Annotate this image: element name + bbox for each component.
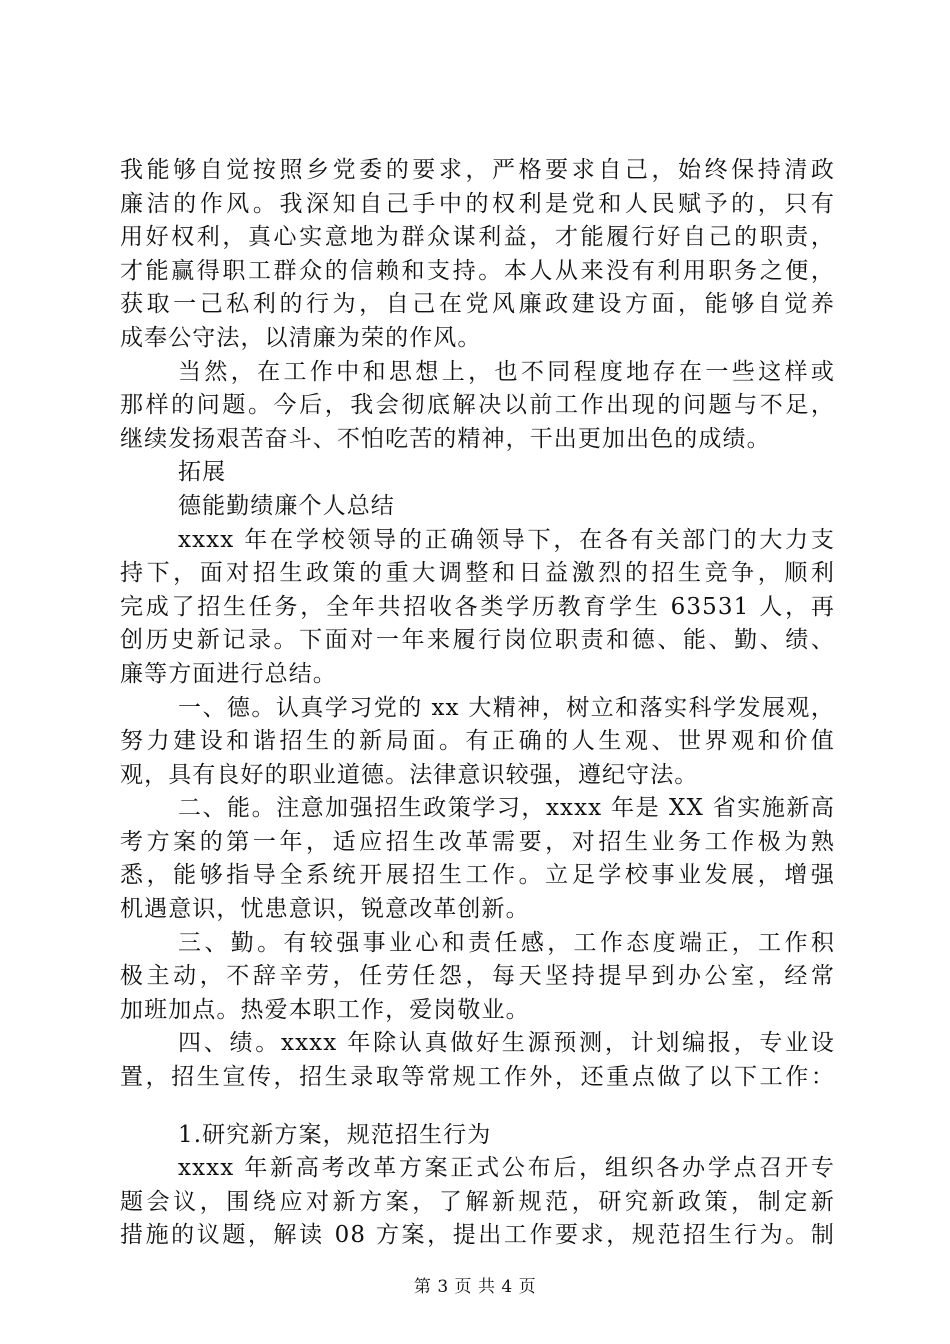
text-line: 观，具有良好的职业道德。法律意识较强，遵纪守法。 <box>120 761 699 788</box>
text-line: 完成了招生任务，全年共招收各类学历教育学生 63531 人，再 <box>120 593 835 620</box>
paragraph-start: 一、德。认真学习党的 xx 大精神，树立和落实科学发展观， <box>178 694 835 721</box>
text-line: 悉，能够指导全系统开展招生工作。立足学校事业发展，增强 <box>120 862 835 889</box>
section-label: 拓展 <box>178 459 227 486</box>
text-line: 极主动，不辞辛劳，任劳任怨，每天坚持提早到办公室，经常 <box>120 963 835 990</box>
text-line: 题会议，围绕应对新方案，了解新规范，研究新政策，制定新 <box>120 1188 835 1215</box>
subsection-heading: 1.研究新方案，规范招生行为 <box>178 1121 492 1148</box>
paragraph-start: xxxx 年新高考改革方案正式公布后，组织各办学点召开专 <box>178 1155 835 1182</box>
section-title: 德能勤绩廉个人总结 <box>178 492 395 519</box>
text-line: 持下，面对招生政策的重大调整和日益激烈的招生竞争，顺利 <box>120 560 835 587</box>
text-line: 用好权利，真心实意地为群众谋利益，才能履行好自己的职责， <box>120 224 835 251</box>
text-line: 廉等方面进行总结。 <box>120 660 337 687</box>
text-line: 成奉公守法，以清廉为荣的作风。 <box>120 324 482 351</box>
text-line: 考方案的第一年，适应招生改革需要，对招生业务工作极为熟 <box>120 828 835 855</box>
paragraph-start: 当然，在工作中和思想上，也不同程度地存在一些这样或 <box>178 358 835 385</box>
text-line: 廉洁的作风。我深知自己手中的权利是党和人民赋予的，只有 <box>120 190 835 217</box>
text-line: 那样的问题。今后，我会彻底解决以前工作出现的问题与不足， <box>120 392 835 419</box>
blank-line <box>120 1095 835 1119</box>
text-line: 措施的议题，解读 08 方案，提出工作要求，规范招生行为。制 <box>120 1222 835 1249</box>
paragraph-start: 二、能。注意加强招生政策学习，xxxx 年是 XX 省实施新高 <box>178 795 835 822</box>
text-line: 机遇意识，忧患意识，锐意改革创新。 <box>120 896 530 923</box>
text-line: 获取一己私利的行为，自己在党风廉政建设方面，能够自觉养 <box>120 291 835 318</box>
paragraph-start: xxxx 年在学校领导的正确领导下，在各有关部门的大力支 <box>178 526 835 553</box>
text-line: 我能够自觉按照乡党委的要求，严格要求自己，始终保持清政 <box>120 157 835 183</box>
text-line: 努力建设和谐招生的新局面。有正确的人生观、世界观和价值 <box>120 728 835 755</box>
paragraph-start: 三、勤。有较强事业心和责任感，工作态度端正，工作积 <box>178 929 835 956</box>
paragraph-start: 四、绩。xxxx 年除认真做好生源预测，计划编报，专业设 <box>178 1030 835 1057</box>
body-text <box>120 154 835 1253</box>
text-line: 置，招生宣传，招生录取等常规工作外，还重点做了以下工作： <box>120 1064 835 1091</box>
text-line: 加班加点。热爱本职工作，爱岗敬业。 <box>120 996 530 1023</box>
page-footer: 第 3 页 共 4 页 <box>413 1277 537 1297</box>
text-line: 继续发扬艰苦奋斗、不怕吃苦的精神，干出更加出色的成绩。 <box>120 425 771 452</box>
text-line: 才能赢得职工群众的信赖和支持。本人从来没有利用职务之便， <box>120 257 835 284</box>
text-line: 创历史新记录。下面对一年来履行岗位职责和德、能、勤、绩、 <box>120 627 835 654</box>
